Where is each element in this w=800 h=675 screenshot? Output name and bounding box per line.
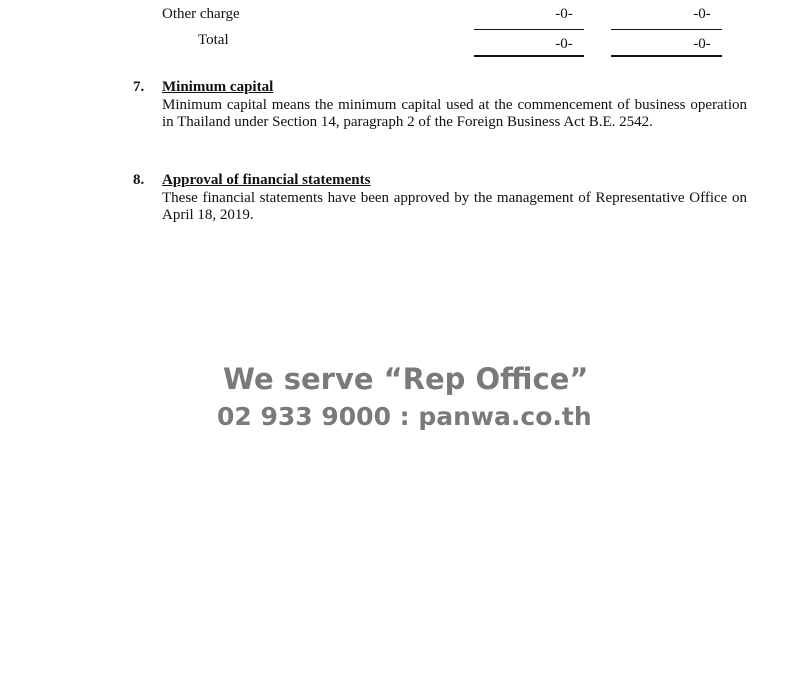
row-label: Total bbox=[198, 32, 229, 48]
subtotal-rule bbox=[474, 29, 584, 30]
section-number: 8. bbox=[133, 172, 145, 188]
value-cell: -0- bbox=[555, 36, 573, 52]
watermark-slogan: We serve “Rep Office” bbox=[223, 362, 589, 396]
subtotal-rule bbox=[611, 29, 722, 30]
total-double-rule bbox=[611, 55, 722, 57]
section-heading: Minimum capital bbox=[162, 79, 274, 95]
row-label: Other charge bbox=[162, 6, 240, 22]
watermark-contact: 02 933 9000 : panwa.co.th bbox=[217, 402, 592, 431]
total-double-rule bbox=[474, 55, 584, 57]
section-body: These financial statements have been approved by the management of Representative Office on April 18, 2019. bbox=[162, 190, 747, 223]
value-cell: -0- bbox=[693, 36, 711, 52]
section-heading: Approval of financial statements bbox=[162, 172, 371, 188]
section-body: Minimum capital means the minimum capital used at the commencement of business operation in Thailand under Section 14, paragraph 2 of the Foreign Business Act B.E. 2542. bbox=[162, 97, 747, 130]
value-cell: -0- bbox=[693, 6, 711, 22]
value-cell: -0- bbox=[555, 6, 573, 22]
section-number: 7. bbox=[133, 79, 145, 95]
